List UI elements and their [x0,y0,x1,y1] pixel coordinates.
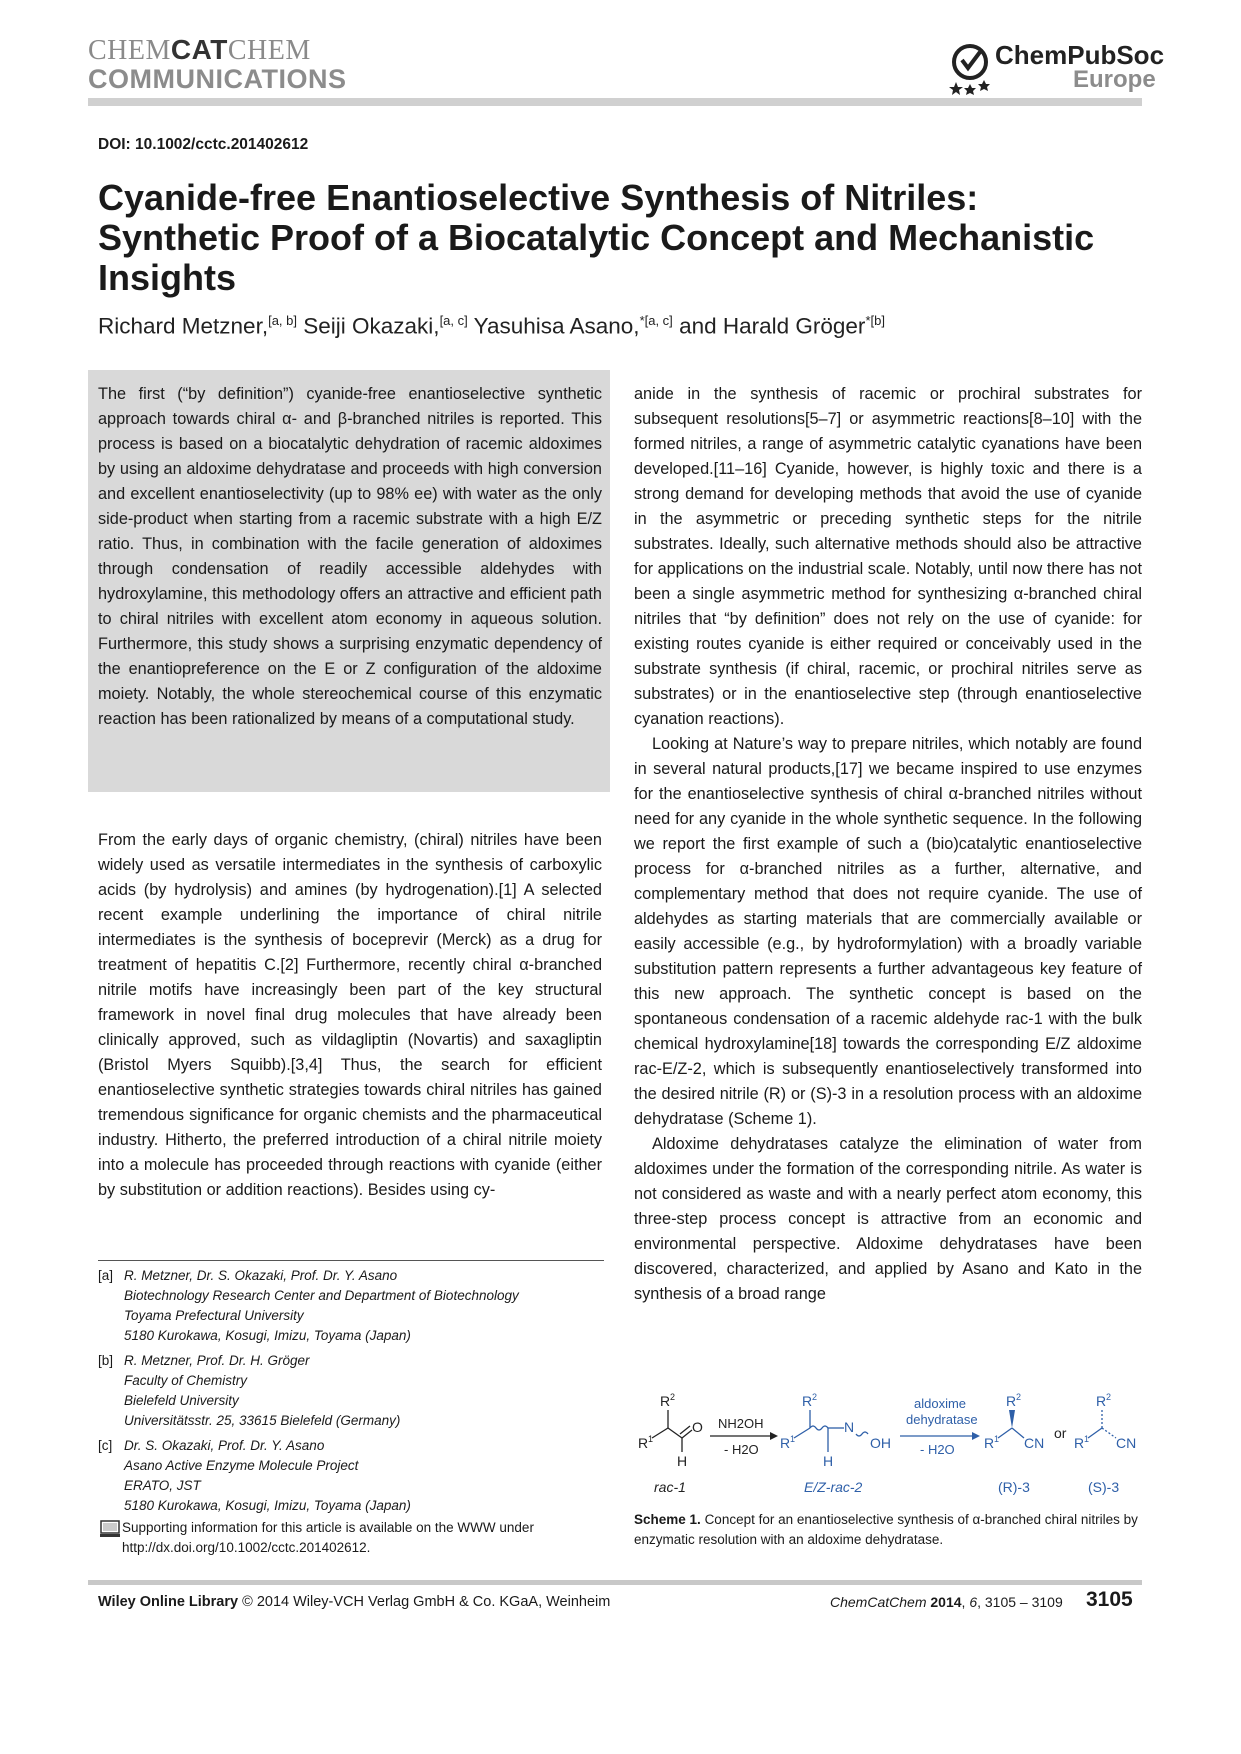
svg-text:1: 1 [994,1434,1000,1444]
svg-text:R: R [1074,1435,1085,1451]
publisher-region: Europe [1073,66,1156,93]
svg-text:1: 1 [1084,1434,1090,1444]
reagent-water-loss-1: - H2O [724,1442,759,1457]
svg-text:OH: OH [870,1435,891,1451]
footnote-rule [98,1260,604,1261]
footer-citation: ChemCatChem 2014, 6, 3105 – 3109 [830,1594,1063,1610]
footer-publisher: Wiley Online Library © 2014 Wiley-VCH Verlag GmbH & Co. KGaA, Weinheim [98,1594,611,1610]
reagent-water-loss-2: - H2O [920,1442,955,1457]
svg-text:R: R [780,1435,791,1451]
svg-text:CN: CN [1116,1435,1137,1451]
svg-text:1: 1 [648,1434,654,1444]
svg-text:R: R [802,1393,813,1409]
reagent-enzyme-line2: dehydratase [906,1412,978,1427]
computer-icon [98,1520,122,1538]
label-rac-2: E/Z-rac-2 [804,1479,863,1495]
svg-text:R: R [660,1393,671,1409]
label-S-3: (S)-3 [1088,1479,1120,1495]
scheme-1-figure [634,1388,1142,1500]
scheme-caption: Scheme 1. Concept for an enantioselective synthesis of α-branched chiral nitriles by enzymatic resolution with an aldoxime dehydratase. [634,1512,1138,1547]
section-name: COMMUNICATIONS [88,64,347,94]
affiliation-b: [b] R. Metzner, Prof. Dr. H. Gröger Faculty of Chemistry Bielefeld University Universitätsstr. 25, 33615 Bielefeld (Germany) [98,1353,401,1428]
svg-text:O: O [692,1419,703,1435]
svg-text:2: 2 [1106,1392,1112,1402]
label-R-3: (R)-3 [998,1479,1030,1495]
author-list: Richard Metzner,[a, b] Seiji Okazaki,[a, c] Yasuhisa Asano,$^{*[a, c]}$ and Harald Gröger$^{*[b]}$ [98,313,885,339]
article-title: Cyanide-free Enantioselective Synthesis of Nitriles: Synthetic Proof of a Biocatalytic Concept and Mechanistic Insights [98,177,1095,298]
body-left-column [98,828,602,1203]
affiliations [98,1266,604,1521]
svg-text:H: H [823,1453,834,1469]
svg-text:1: 1 [790,1434,796,1444]
affiliation-a: [a] R. Metzner, Dr. S. Okazaki, Prof. Dr. Y. Asano Biotechnology Research Center and Department of Biotechnology Toyama Prefectural University 5180 Kurokawa, Kosugi, Imizu, Toyama (Japan) [98,1268,519,1343]
body-right-column [634,382,1142,1307]
svg-text:R: R [1006,1393,1017,1409]
or-text: or [1054,1425,1067,1441]
page-number: 3105 [1086,1588,1133,1611]
author: Richard Metzner, [98,313,269,339]
author: and Harald Gröger [679,313,866,339]
reagent-hydroxylamine: NH2OH [718,1416,764,1431]
body-paragraph: anide in the synthesis of racemic or prochiral substrates for subsequent resolutions[5–7] or asymmetric reactions[8–10] with the formed nitriles, a range of asymmetric catalytic cyanations have been developed.[11–16] Cyanide, however, is highly toxic and there is a strong demand for developing methods that avoid the use of cyanide in the asymmetric or preceding synthetic steps for the nitrile substrates. Ideally, such alternative methods should also be attractive for applications on the industrial scale. Notably, until now there has not been a single asymmetric method for synthesizing α-branched chiral nitriles that “by definition” does not rely on the use of cyanide: for existing routes cyanide is either required or conceivably used in the substrate synthesis (if chiral, racemic, or prochiral nitriles serve as substrates) or in the enantioselective step (through enantioselective cyanation reactions). [634,385,1142,728]
abstract-text: The first (“by definition”) cyanide-free enantioselective synthetic approach towards chiral α- and β-branched nitriles is reported. This process is based on a biocatalytic dehydration of racemic aldoximes by using an aldoxime dehydratase and proceeds with high conversion and excellent enantioselectivity (up to 98% ee) with water as the only side-product when starting from a racemic substrate with a high E/Z ratio. Thus, in combination with the facile generation of aldoximes through condensation of readily accessible aldehydes with hydroxylamine, this methodology offers an attractive and efficient path to chiral nitriles with excellent atom economy in aqueous solution. Furthermore, this study shows a surprising enzymatic dependency of the enantiopreference on the E or Z configuration of the aldoxime moiety. Notably, the whole stereochemical course of this enzymatic reaction has been rationalized by means of a computational study. [98,385,602,728]
structure-rac-2 [780,1392,891,1469]
svg-text:N: N [844,1419,855,1435]
svg-text:H: H [677,1453,688,1469]
author: Yasuhisa Asano, [473,313,640,339]
reagent-enzyme-line1: aldoxime [914,1396,967,1411]
footer-rule [88,1580,1142,1585]
label-rac-1: rac-1 [654,1479,686,1495]
svg-text:2: 2 [812,1392,818,1402]
svg-text:2: 2 [670,1392,676,1402]
journal-name: CHEMCATCHEM [88,34,311,66]
body-paragraph: Aldoxime dehydratases catalyze the elimination of water from aldoximes under the formation of the corresponding nitrile. As water is not considered as waste and with a nearly perfect atom economy, this three-step process concept is attractive from an economic and environmental perspective. Aldoxime dehydratases have been discovered, characterized, and applied by Asano and Kato in the synthesis of a broad range [634,1135,1142,1303]
body-paragraph: From the early days of organic chemistry, (chiral) nitriles have been widely used as versatile intermediates in the synthesis of carboxylic acids (by hydrolysis) and amines (by hydrogenation).[1] A selected recent example underlining the importance of chiral nitrile intermediates is the synthesis of boceprevir (Merck) as a drug for treatment of hepatitis C.[2] Furthermore, recently chiral α-branched nitrile motifs have increasingly been part of the key structural framework in novel final drug molecules that have already been clinically approved, such as vildagliptin (Novartis) and saxagliptin (Bristol Myers Squibb).[3,4] Thus, the search for efficient enantioselective synthetic strategies towards chiral nitriles has gained tremendous significance for organic chemists and the pharmaceutical industry. Hitherto, the preferred introduction of a chiral nitrile moiety into a molecule has proceeded through reactions with cyanide (either by substitution or addition reactions). Besides using cy- [98,831,602,1199]
author: Seiji Okazaki, [303,313,440,339]
svg-text:2: 2 [1016,1392,1022,1402]
header-rule [88,98,1142,106]
svg-text:R: R [984,1435,995,1451]
structure-R-3 [984,1392,1044,1451]
supporting-info: Supporting information for this article is available on the WWW under http://dx.doi.org/10.1002/cctc.201402612. [98,1518,604,1558]
doi: DOI: 10.1002/cctc.201402612 [98,136,309,153]
publisher-name: ChemPubSoc [995,40,1165,70]
structure-rac-1 [638,1392,703,1469]
svg-text:R: R [638,1435,649,1451]
svg-text:R: R [1096,1393,1107,1409]
svg-text:CN: CN [1024,1435,1045,1451]
affiliation-c: [c] Dr. S. Okazaki, Prof. Dr. Y. Asano Asano Active Enzyme Molecule Project ERATO, JST 5180 Kurokawa, Kosugi, Imizu, Toyama (Japan) [98,1438,411,1513]
structure-S-3 [1074,1392,1136,1451]
body-paragraph: Looking at Nature’s way to prepare nitriles, which notably are found in several natural products,[17] we became inspired to use enzymes for the enantioselective synthesis of chiral α-branched nitriles without need for any cyanide in the whole synthetic sequence. In the following we report the first example of such a (bio)catalytic enantioselective process for α-branched nitriles as a further, alternative, and complementary method that does not require cyanide. The use of aldehydes as starting materials that are commercially available or easily accessible (e.g., by hydroformylation) with a broadly variable substitution pattern represents a further advantageous key feature of this new approach. The synthetic concept is based on the spontaneous condensation of a racemic aldehyde rac-1 with the bulk chemical hydroxylamine[18] towards the corresponding E/Z aldoxime rac-E/Z-2, which is subsequently enantioselectively transformed into the desired nitrile (R) or (S)-3 in a resolution process with an aldoxime dehydratase (Scheme 1). [634,735,1142,1128]
